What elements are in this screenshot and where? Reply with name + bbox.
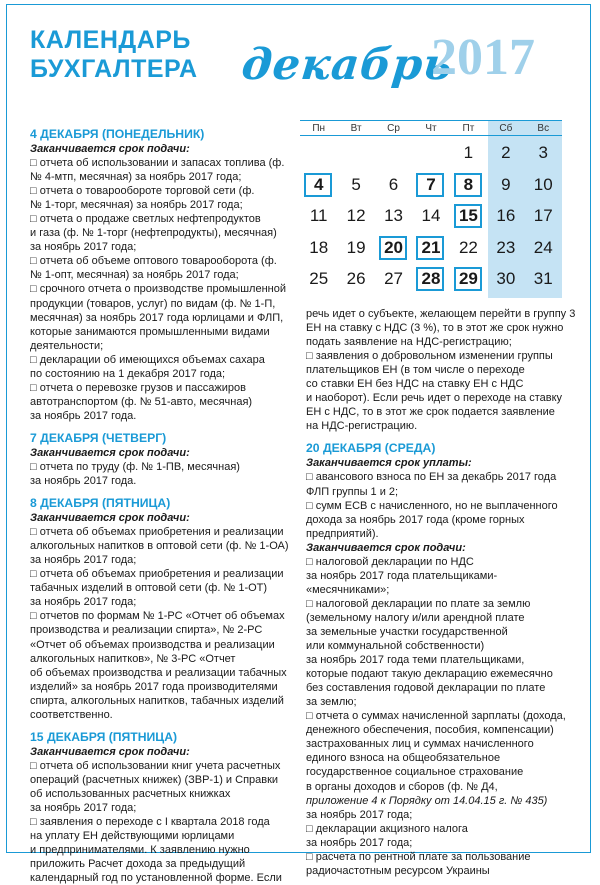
text-line: по состоянию на 1 декабря 2017 года; — [30, 367, 226, 380]
text-line: изделий» за ноябрь 2017 года производителями — [30, 680, 278, 693]
calendar-day-3: 3 — [538, 143, 548, 162]
text-line: со ставки ЕН без НДС на ставку ЕН с НДС — [306, 378, 524, 391]
title-line-2: БУХГАЛТЕРА — [30, 55, 198, 83]
text-line: ФЛП группы 1 и 2; — [306, 485, 399, 498]
text-line: за землю; — [306, 696, 357, 709]
text-line: и предпринимателями. К заявлению нужно — [30, 844, 250, 857]
year-label: 2017 — [431, 29, 535, 86]
text-line: деятельности; — [30, 339, 104, 352]
calendar-day-30: 30 — [496, 269, 516, 288]
text-line: за ноябрь 2017 года плательщиками- — [306, 569, 498, 582]
month-label: декабрь — [239, 40, 456, 90]
checklist-item: □ декларации об имеющихся объемах сахара — [30, 353, 265, 366]
calendar-day-10: 10 — [533, 174, 553, 194]
text-line: государственное социальное страхование — [306, 766, 524, 779]
text-line: предприятий). — [306, 527, 379, 540]
section-dec-4 — [30, 127, 292, 423]
section-dec-7 — [30, 431, 292, 488]
page-title — [30, 26, 198, 84]
checklist-item: □ срочного отчета о производстве промышленной — [30, 283, 286, 296]
calendar-day-1: 1 — [463, 143, 474, 162]
left-column — [30, 127, 292, 885]
section-body — [30, 511, 292, 722]
text-line: спирта, алкогольных напитков, табачных изделий — [30, 694, 284, 707]
section-heading: 4 ДЕКАБРЯ (ПОНЕДЕЛЬНИК) — [30, 127, 205, 141]
text-line: № 1-опт, месячная) за ноябрь 2017 года; — [30, 269, 239, 282]
text-line: за ноябрь 2017 года; — [306, 836, 413, 849]
filing-lines-tail — [306, 808, 578, 878]
text-line: № 1-торг, месячная) за ноябрь 2017 года; — [30, 199, 243, 212]
text-line: которые занимаются промышленными видами — [30, 325, 270, 338]
text-line: приложить Расчет дохода за предыдущий — [30, 858, 246, 871]
section-heading: 7 ДЕКАБРЯ (ЧЕТВЕРГ) — [30, 430, 167, 445]
calendar-day-17: 17 — [533, 206, 553, 225]
section-dec-15-continued — [306, 307, 578, 433]
checklist-item: □ декларации акцизного налога — [306, 822, 468, 835]
checklist-item: □ отчета об объемах приобретения и реализации — [30, 568, 284, 581]
day-name-5: Сб — [499, 123, 513, 134]
calendar-day-13: 13 — [384, 206, 403, 225]
text-line: радиочастотным ресурсом Украины — [306, 864, 490, 877]
text-line: на НДС-регистрацию. — [306, 420, 418, 433]
deadline-subheading: Заканчивается срок подачи: — [30, 143, 190, 155]
calendar-day-25: 25 — [309, 269, 329, 288]
text-line: за ноябрь 2017 года; — [30, 596, 137, 609]
section-dec-8 — [30, 496, 292, 722]
calendar-day-20: 20 — [375, 234, 412, 262]
checklist-item: □ авансового взноса по ЕН за декабрь 2017 года — [306, 471, 557, 484]
text-line: на уплату ЕН действующими юрлицами — [30, 830, 235, 843]
calendar-day-29: 29 — [450, 265, 487, 293]
text-line: за ноябрь 2017 года; — [30, 241, 137, 254]
text-line: (земельному налогу и/или арендной плате — [306, 611, 525, 624]
section-heading: 20 ДЕКАБРЯ (СРЕДА) — [306, 441, 436, 456]
checklist-item: □ налоговой декларации по НДС — [306, 555, 474, 568]
checklist-item: □ заявления о добровольном изменении группы — [306, 350, 553, 363]
calendar-day-28: 28 — [412, 265, 449, 293]
calendar-day-27: 27 — [384, 269, 403, 288]
text-line: плательщиков ЕН (в том числе о переходе — [306, 364, 525, 377]
checklist-item: □ отчета о продаже светлых нефтепродуктов — [30, 213, 261, 226]
text-line: речь идет о субъекте, желающем перейти в группу 3 — [306, 308, 576, 320]
text-line: денежного обеспечения, пособия, компенсации) — [306, 724, 554, 737]
calendar-day-23: 23 — [496, 237, 516, 257]
text-line: автотранспортом (ф. № 51-авто, месячная) — [30, 395, 253, 408]
checklist-item: □ отчетов по формам № 1-РС «Отчет об объемах — [30, 610, 285, 623]
calendar-day-names — [300, 120, 562, 136]
text-line: которые подают такую декларацию ежемесячно — [306, 668, 553, 681]
text-line: алкогольных напитков», № 3-РС «Отчет — [30, 652, 236, 665]
deadline-subheading: Заканчивается срок подачи: — [30, 512, 190, 525]
day-name-0: Пн — [312, 123, 326, 134]
calendar-day-18: 18 — [309, 237, 329, 257]
text-line: табачных изделий в оптовой сети (ф. № 1-ОТ) — [30, 582, 268, 595]
text-line: продукции (товаров, услуг) по видам (ф. № 1-П, — [30, 297, 276, 310]
calendar-day-22: 22 — [458, 237, 478, 257]
text-line: за земельные участки государственной — [306, 625, 508, 638]
deadline-subheading: Заканчивается срок подачи: — [30, 446, 190, 459]
text-line: за ноябрь 2017 года. — [30, 475, 137, 488]
checklist-item: □ заявления о переходе с I квартала 2018 года — [30, 816, 270, 829]
calendar-day-21: 21 — [412, 234, 449, 262]
day-name-1: Вт — [350, 123, 362, 134]
checklist-item: □ отчета по труду (ф. № 1-ПВ, месячная) — [30, 460, 240, 473]
section-dec-15 — [30, 730, 292, 885]
filing-lines — [306, 555, 578, 794]
checklist-item: □ отчета об объемах приобретения и реализации — [30, 526, 284, 539]
text-line: за ноябрь 2017 года; — [30, 554, 137, 567]
text-line: об объемах производства и реализации табачных — [30, 666, 287, 679]
checklist-item: □ налоговой декларации по плате за землю — [306, 597, 531, 610]
text-line: в органы доходов и сборов (ф. № Д4, — [306, 780, 498, 793]
text-line: «Отчет об объемах производства и реализации — [30, 638, 275, 651]
deadline-subheading: Заканчивается срок подачи: — [30, 745, 190, 758]
text-line: или коммунальной собственности) — [306, 640, 485, 653]
filing-deadline-subheading: Заканчивается срок подачи: — [306, 541, 466, 554]
payment-lines — [306, 470, 578, 540]
day-name-6: Вс — [537, 123, 550, 134]
calendar-day-31: 31 — [533, 269, 553, 288]
day-name-3: Чт — [425, 123, 437, 134]
calendar-day-2: 2 — [501, 143, 511, 162]
text-line: за ноябрь 2017 года теми плательщиками, — [306, 654, 525, 667]
calendar-day-8: 8 — [450, 171, 487, 199]
section-body — [30, 446, 292, 488]
text-line: об использованных расчетных книжках — [30, 787, 231, 800]
checklist-item: □ отчета о товарообороте торговой сети (ф. — [30, 185, 255, 198]
text-line: за ноябрь 2017 года; — [306, 808, 413, 821]
day-name-2: Ср — [387, 123, 400, 134]
text-line: производства и реализации спирта», № 2-РС — [30, 624, 263, 637]
calendar-day-26: 26 — [346, 269, 366, 288]
text-line: подать заявление на НДС-регистрацию; — [306, 336, 512, 349]
text-line: месячная) за ноябрь 2017 года юрлицами и ФЛП, — [30, 311, 284, 324]
calendar-day-11: 11 — [309, 206, 328, 225]
month-calendar — [300, 120, 562, 298]
text-line: за ноябрь 2017 года. — [30, 409, 137, 422]
text-line: застрахованных лиц и суммах начисленного — [306, 738, 534, 751]
title-line-1: КАЛЕНДАРЬ — [30, 26, 191, 54]
calendar-day-5: 5 — [351, 174, 361, 194]
checklist-item: □ отчета о перевозке грузов и пассажиров — [30, 381, 246, 394]
section-body — [30, 745, 292, 885]
payment-deadline-subheading: Заканчивается срок уплаты: — [306, 457, 472, 470]
text-line: и наоборот). Если речь идет о переходе на ставку — [306, 392, 563, 405]
calendar-day-9: 9 — [501, 174, 511, 194]
calendar-day-16: 16 — [496, 206, 516, 225]
checklist-item: □ расчета по рентной плате за пользование — [306, 850, 531, 863]
calendar-day-12: 12 — [346, 206, 366, 225]
calendar-day-14: 14 — [421, 206, 441, 225]
section-heading: 8 ДЕКАБРЯ (ПЯТНИЦА) — [30, 496, 171, 511]
calendar-day-15: 15 — [450, 202, 487, 230]
order-reference: приложение 4 к Порядку от 14.04.15 г. № 435) — [306, 794, 548, 807]
text-line: ЕН на ставку с НДС (3 %), то в этот же срок нужно — [306, 322, 564, 335]
text-line: № 4-мтп, месячная) за ноябрь 2017 года; — [30, 171, 242, 184]
day-name-4: Пт — [462, 123, 475, 134]
checklist-item: □ отчета об использовании книг учета расчетных — [30, 759, 281, 772]
text-line: единого взноса на общеобязательное — [306, 752, 501, 765]
calendar-day-7: 7 — [412, 171, 449, 199]
text-line: за ноябрь 2017 года; — [30, 801, 137, 814]
text-line: и газа (ф. № 1-торг (нефтепродукты), месячная) — [30, 227, 277, 240]
text-line: без составления годовой декларации по плате — [306, 682, 546, 695]
text-line: календарный год по установленной форме. Если — [30, 872, 282, 885]
checklist-item: □ сумм ЕСВ с начисленного, но не выплаченного — [306, 499, 558, 512]
calendar-day-24: 24 — [533, 237, 553, 257]
section-dec-20 — [306, 441, 578, 877]
text-line: соответственно. — [30, 708, 113, 721]
text-line: «месячниками»; — [306, 583, 390, 596]
section-body — [30, 142, 292, 423]
text-line: ЕН с НДС, то в этот же срок подается заявление — [306, 406, 555, 419]
calendar-day-4: 4 — [300, 171, 337, 199]
calendar-day-19: 19 — [346, 237, 366, 257]
checklist-item: □ отчета об использовании и запасах топлива (ф. — [30, 157, 285, 170]
calendar-day-6: 6 — [388, 174, 399, 194]
checklist-item: □ отчета об объеме оптового товарооборота (ф. — [30, 255, 277, 268]
text-line: операций (расчетных книжек) (ЗВР-1) и Справки — [30, 773, 279, 786]
text-line: дохода за ноябрь 2017 года (кроме горных — [306, 513, 525, 526]
right-column — [306, 307, 578, 878]
section-heading: 15 ДЕКАБРЯ (ПЯТНИЦА) — [30, 729, 178, 744]
text-line: алкогольных напитков в оптовой сети (ф. № 1-ОА) — [30, 540, 289, 553]
checklist-item: □ отчета о суммах начисленной зарплаты (дохода, — [306, 710, 566, 723]
